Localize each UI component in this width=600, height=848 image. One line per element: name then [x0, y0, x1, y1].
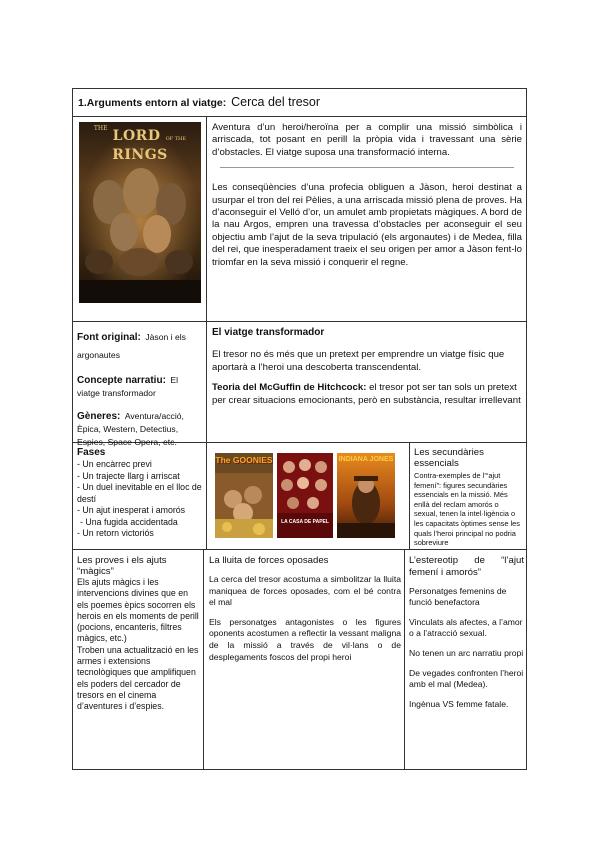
poster-lord-of-the-rings — [79, 122, 201, 303]
generes-value: Aventura/acció, Èpica, Western, Detectius, Espies, Space Opera, etc. — [77, 411, 184, 447]
intro-summary: Les conseqüències d’una profecia obliguen a Jàson, heroi destinat a usurpar el tron del rei Pèlies, a una arriscada missió plena de proves. Ha d’aconseguir el Velló d’or, un amulet amb propietats màgiques. A bord de la nau Argos, empren una travessa d’obstacles per aconseguir el seu objectiu amb l’ajut de la seva tripulació (els argonautes) i de Medea, filla del rei, que inesperadament traeix el seu origen per amor a Jàson fent-lo triomfar en la seva missió i conquerir el regne. — [212, 182, 522, 268]
poster-title-part1: LORD — [112, 128, 161, 144]
estereotip-cell — [409, 555, 524, 710]
mcguffin-body: el tresor pot ser tan sols un pretext per crear situacions emocionants, però en substància, resultar irrellevant — [212, 382, 521, 406]
secundaries-text: Contra-exemples de l’“ajut femení”: figures secundàries essencials en la missió. Més enllà del reclam amorós o sexual, tenen la intel·ligència o les capacitats òptimes sense les quals l’heroi principal no podria sobreviure — [414, 471, 520, 548]
lluita-text1: La cerca del tresor acostuma a simbolitzar la lluita maniquea de forces oposades, com el bé contra el mal — [209, 574, 401, 608]
concepte-narratiu — [77, 373, 203, 399]
row-divider — [73, 116, 526, 117]
fase-item: - Un duel inevitable en el lloc de destí — [77, 482, 202, 504]
info-cell — [77, 327, 203, 448]
poster-casa-de-papel — [277, 453, 333, 538]
fase-item: - Un ajut inesperat i amorós — [77, 505, 186, 515]
poster-indiana-title: INDIANA JONES — [338, 456, 394, 463]
poster-casa-title: LA CASA DE PAPEL — [281, 519, 329, 525]
fase-item: - Un encàrrec previ — [77, 459, 152, 469]
fase-item: - Un trajecte llarg i arriscat — [77, 470, 180, 481]
page-title — [73, 89, 526, 116]
fases-list — [77, 459, 205, 540]
fase-item: - Un retorn victoriós — [77, 528, 154, 538]
fases-cell — [77, 447, 205, 540]
estereotip-item: Vinculats als afectes, a l’amor o a l’atracció sexual. — [409, 617, 523, 638]
col-divider — [203, 549, 204, 769]
font-original — [77, 327, 203, 363]
col-divider — [404, 549, 405, 769]
col-divider — [409, 442, 410, 549]
fase-item: - Una fugida accidentada — [80, 516, 178, 527]
viatge-heading: El viatge transformador — [212, 327, 325, 338]
estereotip-item: De vegades confronten l’heroi amb el mal (Medea). — [409, 668, 524, 689]
poster-goonies-title: The GOONIES — [215, 455, 273, 465]
poster-title-part2: RINGS — [112, 147, 168, 163]
fases-heading: Fases — [77, 447, 106, 458]
estereotip-item: No tenen un arc narratiu propi — [409, 648, 524, 658]
proves-cell — [77, 555, 201, 713]
proves-text1: Els ajuts màgics i les intervencions divines que en els poemes èpics socorren els herois en els moments de perill (pocions, encanteris, filtres màgics, etc.) — [77, 577, 199, 644]
col-divider — [206, 116, 207, 442]
font-label: Font original: — [77, 332, 141, 343]
font-value: Jàson i els argonautes — [77, 332, 186, 360]
estereotip-item: Personatges femenins de funció benefactora — [409, 586, 507, 607]
generes — [77, 409, 203, 448]
mcguffin-label: Teoria del McGuffin de Hitchcock: — [212, 382, 367, 394]
lluita-cell — [209, 555, 401, 663]
concepte-label: Concepte narratiu: — [77, 375, 166, 386]
estereotip-heading: L’estereotip de “l’ajut femení i amorós” — [409, 555, 524, 578]
concepte-value: El viatge transformador — [77, 375, 179, 398]
lluita-text2: Els personatges antagonistes o les figures oponents acostumen a reflectir la vessant maligna de la missió a través de vil·lans o de desplegaments foscos del propi heroi — [209, 616, 401, 662]
lluita-heading: La lluita de forces oposades — [209, 555, 329, 566]
intro-definition: Aventura d’un heroi/heroïna per a complir una missió simbòlica i arriscada, tot posant en perill la pròpia vida i travessant una sèrie d’obstacles. El viatge suposa una transformació interna. — [212, 122, 522, 158]
viatge-cell — [212, 327, 522, 413]
mcguffin-text — [212, 382, 522, 407]
poster-title-mid: OF THE — [165, 136, 187, 142]
intro-cell — [212, 122, 522, 275]
generes-label: Gèneres: — [77, 411, 121, 422]
poster-title-small: THE — [93, 125, 108, 132]
viatge-text: El tresor no és més que un pretext per emprendre un viatge físic que aportarà a l’heroi una descoberta transcendental. — [212, 349, 505, 373]
row-divider — [73, 549, 526, 550]
row-divider — [73, 321, 526, 322]
proves-text2: Troben una actualització en les armes i extensions tecnològiques que amplifiquen els poders del cercador de tresors en el cinema d’aventures i d’espies. — [77, 644, 199, 712]
worksheet-table — [72, 88, 527, 770]
poster-indiana-jones — [337, 453, 395, 538]
title-main: 1.Arguments entorn al viatge: — [78, 97, 227, 109]
col-divider — [206, 442, 207, 549]
title-subtitle: Cerca del tresor — [231, 95, 321, 109]
proves-heading: Les proves i els ajuts “màgics” — [77, 555, 167, 577]
divider-line — [220, 167, 514, 168]
secundaries-cell — [414, 447, 524, 548]
poster-title-block — [79, 125, 201, 163]
secundaries-heading: Les secundàries essencials — [414, 447, 484, 469]
estereotip-item: Ingènua VS femme fatale. — [409, 699, 509, 709]
poster-goonies — [215, 453, 273, 538]
